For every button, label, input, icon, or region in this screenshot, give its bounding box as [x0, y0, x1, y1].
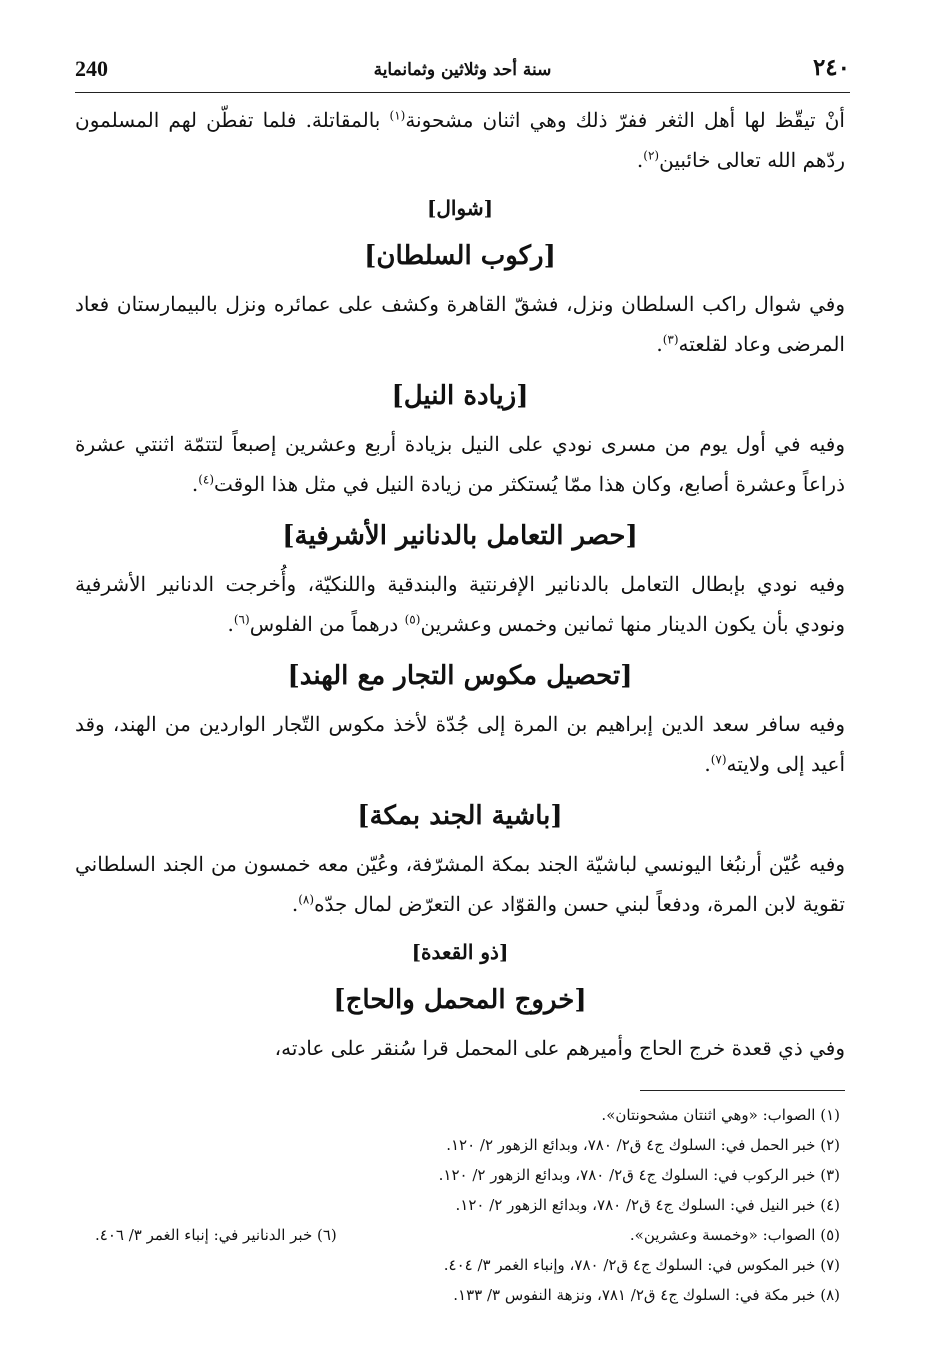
footnote-8: (٨) خبر مكة في: السلوك ج٤ ق٢/ ٧٨١، ونزهة النفوس ٣/ ١٣٣. [453, 1286, 840, 1304]
paragraph-text: وفي ذي قعدة خرج الحاج وأميرهم على المحمل قرا سُنقر على عادته، [274, 1036, 845, 1060]
footnote-ref: (٦) [233, 612, 250, 627]
paragraph-text: . [636, 148, 644, 172]
paragraph-mecca-garrison [75, 844, 845, 924]
footnote-ref: (٥) [404, 612, 421, 627]
paragraph-text: وفي شوال راكب السلطان ونزل، فشقّ القاهرة وكشف على عمائره ونزل بالبيمارستان فعاد المرضى وعاد لقلعته [75, 292, 845, 356]
month-heading-dhu-al-qadah: [ذو القعدة] [411, 940, 509, 964]
footnote-ref: (٨) [298, 892, 315, 907]
paragraph-text: . [704, 752, 711, 776]
header-rule [75, 92, 850, 93]
footnote-ref: (٤) [198, 472, 215, 487]
section-title-pilgrimage: [خروج المحمل والحاج] [333, 985, 587, 1015]
page-body [75, 100, 845, 1068]
paragraph-india-duties [75, 704, 845, 784]
footnote-5: (٥) الصواب: «وخمسة وعشرين». [629, 1226, 840, 1244]
paragraph-dinars [75, 564, 845, 644]
paragraph-nile-rise [75, 424, 845, 504]
paragraph-continuation [75, 100, 845, 180]
footnote-ref: (١) [389, 108, 406, 123]
footnote-3: (٣) خبر الركوب في: السلوك ج٤ ق٢/ ٧٨٠، وبدائع الزهور ٢/ ١٢٠. [438, 1166, 840, 1184]
paragraph-text: درهماً من الفلوس [249, 612, 405, 636]
page-header [75, 50, 850, 90]
page-number-arabic: ٢٤٠ [812, 54, 850, 81]
section-title-dinars: [حصر التعامل بالدنانير الأشرفية] [282, 521, 638, 551]
section-title-india-duties: [تحصيل مكوس التجار مع الهند] [287, 661, 633, 691]
paragraph-pilgrimage [75, 1028, 845, 1068]
month-heading-shawwal: [شوال] [426, 196, 494, 220]
footnote-1: (١) الصواب: «وهي اثنتان مشحونتان». [601, 1106, 840, 1124]
paragraph-text: . [191, 472, 199, 496]
paragraph-text: . [656, 332, 663, 356]
section-title-nile-rise: [زيادة النيل] [391, 381, 529, 411]
paragraph-text: . [227, 612, 234, 636]
running-title: سنة أحد وثلاثين وثمانماية [373, 60, 552, 80]
footnote-rule [640, 1090, 845, 1091]
page-number-latin: 240 [75, 56, 108, 81]
paragraph-text: وفيه نودي بإبطال التعامل بالدنانير الإفرنتية والبندقية واللنكيّة، وأُخرجت الدنانير الأشرفية ونودي بأن يكون الدينار منها ثمانين وخمس وعشرين [75, 572, 845, 636]
paragraph-text: . [291, 892, 299, 916]
paragraph-text: وفيه عُيّن أرنبُغا اليونسي لباشيّة الجند بمكة المشرّفة، وعُيّن معه خمسون من الجند السلطاني تقوية لابن المرة، ودفعاً لبني حسن والقوّاد عن التعرّض لمال جدّه [75, 852, 845, 916]
paragraph-text: وفيه سافر سعد الدين إبراهيم بن المرة إلى جُدّة لأخذ مكوس التّجار الواردين من الهند، وقد أعيد إلى ولايته [75, 712, 845, 776]
footnote-ref: (٣) [662, 332, 679, 347]
footnote-ref: (٧) [710, 752, 727, 767]
footnotes [75, 1100, 840, 1310]
paragraph-text: وفيه في أول يوم من مسرى نودي على النيل بزيادة أربع وعشرين إصبعاً لتتمّة اثنتي عشرة ذراعاً وعشرة أصابع، وكان هذا ممّا يُستكثر من زيادة النيل في مثل هذا الوقت [75, 432, 845, 496]
section-title-mecca-garrison: [باشية الجند بمكة] [357, 801, 563, 831]
footnote-row-5-6 [75, 1220, 840, 1250]
section-title-sultan-ride: [ركوب السلطان] [364, 241, 556, 271]
paragraph-sultan-ride [75, 284, 845, 364]
footnote-6: (٦) خبر الدنانير في: إنباء الغمر ٣/ ٤٠٦. [95, 1226, 337, 1244]
footnote-ref: (٢) [643, 148, 660, 163]
footnote-7: (٧) خبر المكوس في: السلوك ج٤ ق٢/ ٧٨٠، وإنباء الغمر ٣/ ٤٠٤. [443, 1256, 840, 1274]
paragraph-text: أنْ تيقّظ لها أهل الثغر ففرّ ذلك وهي اثنان مشحونة [405, 108, 845, 132]
paragraph-text: بالمقاتلة. فلما تفطّن لهم المسلمون ردّهم الله تعالى خائبين [75, 108, 845, 172]
footnote-2: (٢) خبر الحمل في: السلوك ج٤ ق٢/ ٧٨٠، وبدائع الزهور ٢/ ١٢٠. [446, 1136, 840, 1154]
footnote-4: (٤) خبر النيل في: السلوك ج٤ ق٢/ ٧٨٠، وبدائع الزهور ٢/ ١٢٠. [455, 1196, 840, 1214]
